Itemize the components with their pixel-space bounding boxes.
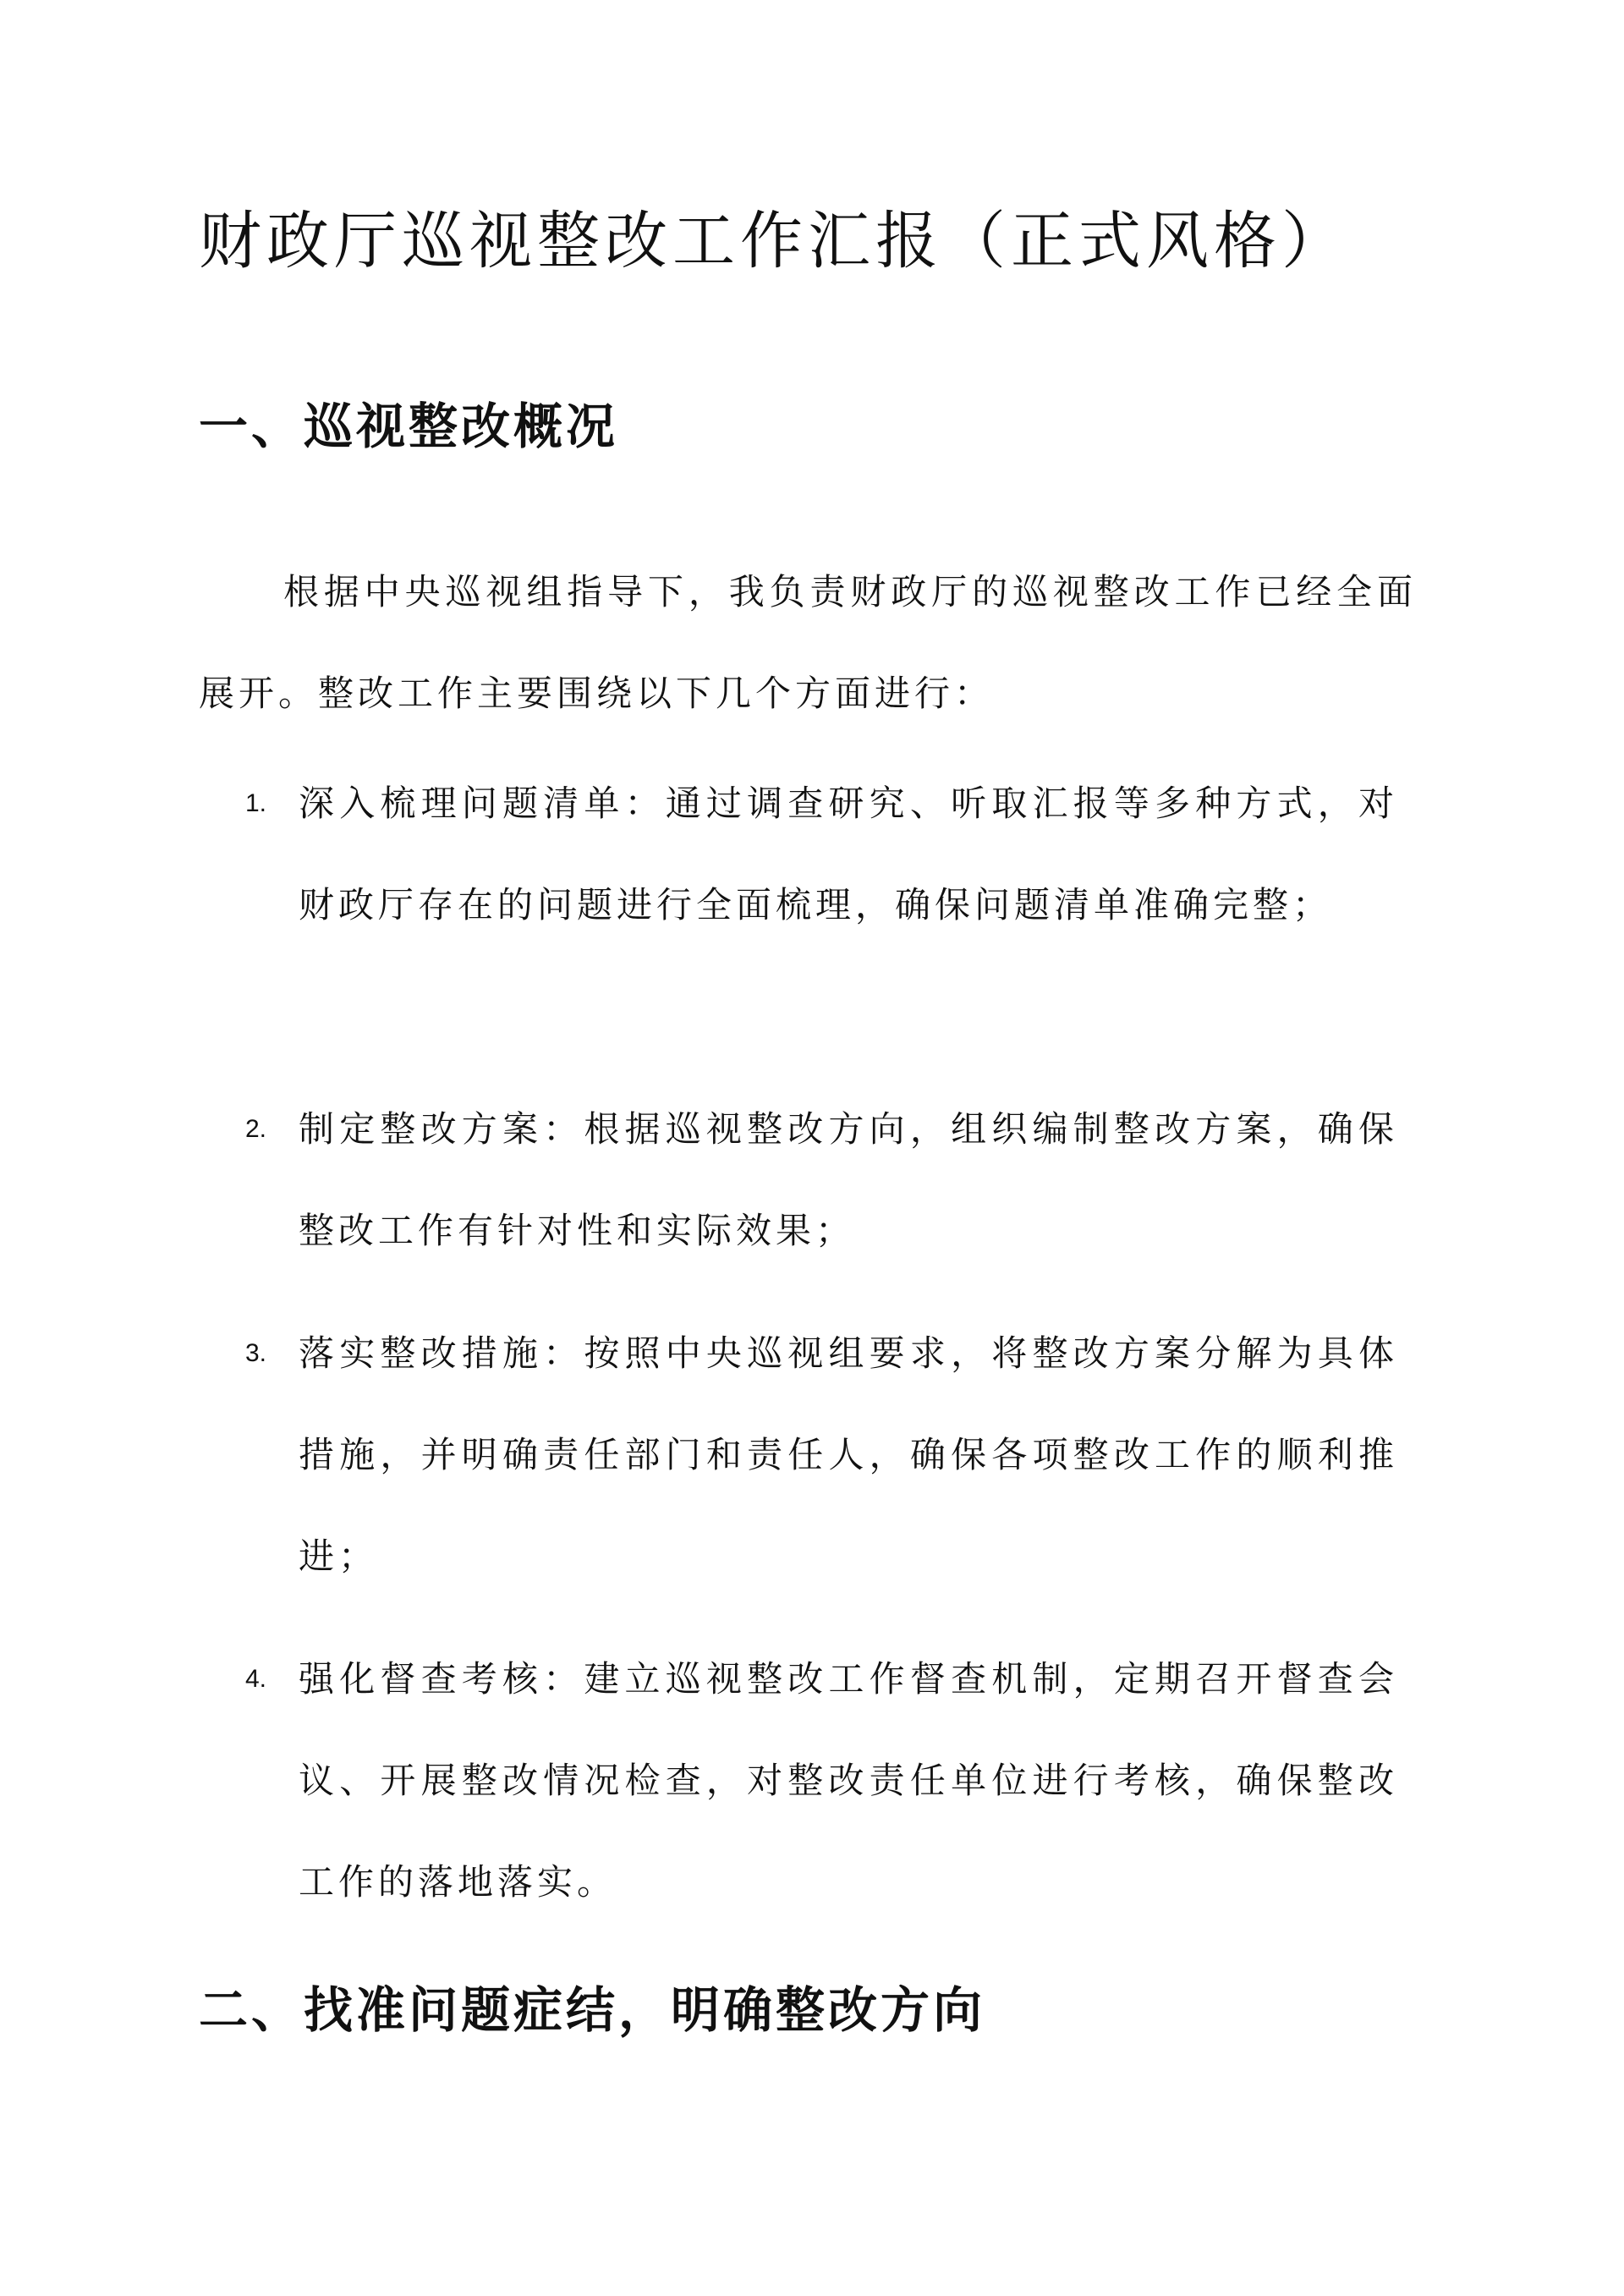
list-item-text: 制定整改方案：根据巡视整改方向，组织编制整改方案，确保整改工作有针对性和实际效果； [299,1108,1398,1251]
section-intro-paragraph: 根据中央巡视组指导下，我负责财政厅的巡视整改工作已经全面展开。整改工作主要围绕以下几个方面进行： [199,571,1417,714]
section-heading-problem-analysis: 二、找准问题症结，明确整改方向 [199,1981,986,2039]
list-item-number: 3. [245,1339,267,1367]
list-item-number: 1. [245,789,267,817]
document-title: 财政厅巡视整改工作汇报（正式风格） [199,205,1349,277]
list-item-number: 4. [245,1665,267,1693]
list-item-text: 落实整改措施：按照中央巡视组要求，将整改方案分解为具体措施，并明确责任部门和责任人，确保各项整改工作的顺利推进； [299,1332,1398,1577]
list-item-text: 深入梳理问题清单：通过调查研究、听取汇报等多种方式，对财政厅存在的问题进行全面梳理，确保问题清单准确完整； [299,783,1398,926]
section-heading-overview: 一、巡视整改概况 [199,398,619,455]
list-item-text: 强化督查考核：建立巡视整改工作督查机制，定期召开督查会议、开展整改情况检查，对整改责任单位进行考核，确保整改工作的落地落实。 [299,1658,1398,1903]
list-item-number: 2. [245,1115,267,1143]
